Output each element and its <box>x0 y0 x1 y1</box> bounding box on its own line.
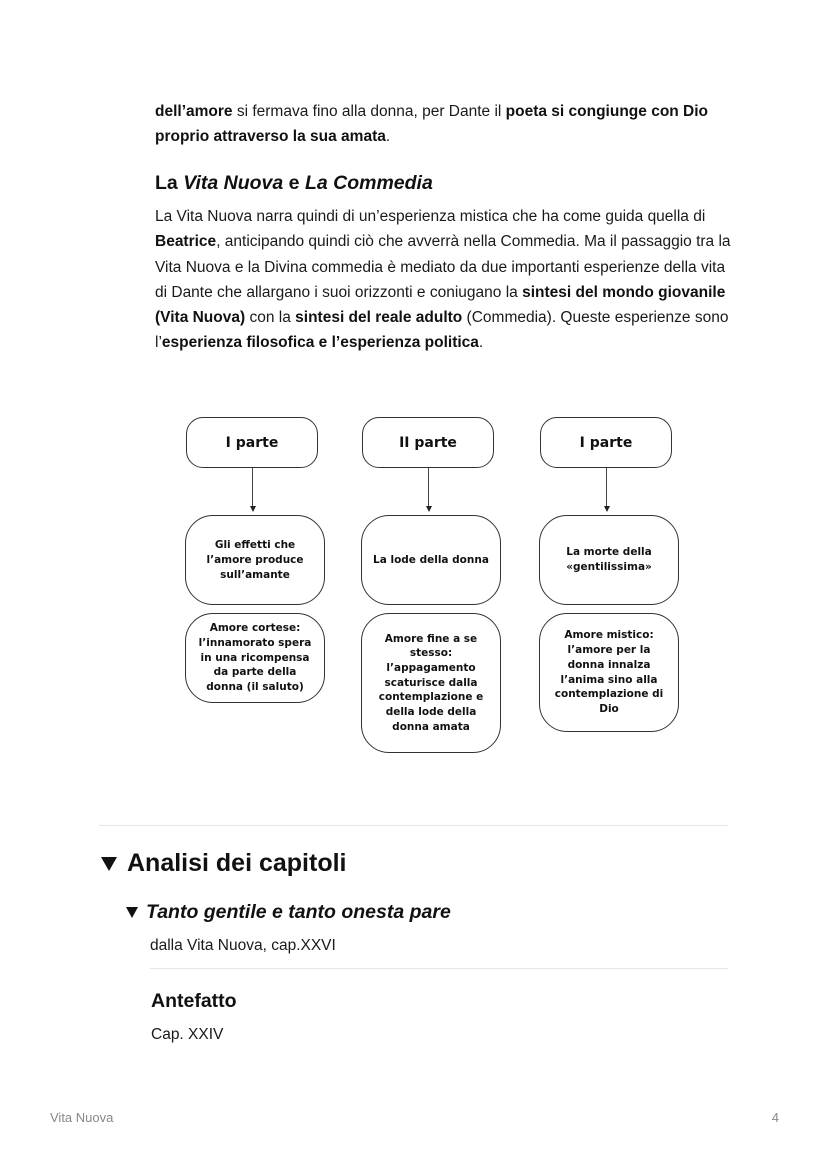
arrow-head-icon <box>604 506 610 512</box>
antefatto-text: Cap. XXIV <box>151 1026 224 1043</box>
text: (Commedia). Queste esperienze sono l’ <box>155 309 729 352</box>
heading-italic: Vita Nuova <box>183 172 284 194</box>
diagram-title-box <box>186 417 318 468</box>
body-paragraph <box>155 204 735 356</box>
diagram-theme-box <box>539 515 679 605</box>
text: si fermava fino alla donna, per Dante il <box>232 103 506 120</box>
diagram-theme-box <box>361 515 501 605</box>
diagram-title: II parte <box>399 434 457 451</box>
diagram-description-box <box>539 613 679 732</box>
section-divider <box>99 825 728 826</box>
section-heading <box>155 172 433 195</box>
text: La Vita Nuova narra quindi di un’esperienza mistica che ha come guida quella di <box>155 208 706 225</box>
bold-text: dell’amore <box>155 103 233 120</box>
triangle-down-icon[interactable] <box>126 907 138 918</box>
bold-text: sintesi del reale adulto <box>295 309 463 327</box>
poem-title: Tanto gentile e tanto onesta pare <box>146 901 451 923</box>
bold-text: esperienza filosofica e l’esperienza politica <box>161 334 479 352</box>
poem-source: dalla Vita Nuova, cap.XXVI <box>150 937 336 954</box>
diagram-description-box <box>185 613 325 703</box>
text: con la <box>245 309 296 327</box>
text: , anticipando quindi ciò che avverrà nella Commedia. Ma il passaggio tra la Vita Nuova e la Divina commedia è mediato da due importanti esperienze della vita di Dante che allargano i suoi orizzonti e coniugano la <box>155 233 731 301</box>
diagram-description: Amore mistico: l’amore per la donna innalza l’anima sino alla contemplazione di Dio <box>554 629 664 715</box>
bold-text: Beatrice <box>155 233 217 251</box>
antefatto-heading: Antefatto <box>151 990 237 1012</box>
bold-text: sintesi del mondo giovanile (Vita Nuova) <box>155 283 726 327</box>
text: . <box>478 334 484 352</box>
footer-page-number: 4 <box>771 1110 779 1125</box>
analisi-toggle-heading[interactable] <box>101 849 347 878</box>
arrow-head-icon <box>250 506 256 512</box>
diagram-theme: Gli effetti che l’amore produce sull’amante <box>206 538 304 581</box>
bold-text: poeta si congiunge con Dio proprio attraverso la sua amata <box>155 103 709 146</box>
diagram-theme: La lode della donna <box>373 553 489 566</box>
subsection-divider <box>150 968 728 969</box>
intro-paragraph <box>155 99 735 150</box>
diagram-theme-box <box>185 515 325 605</box>
diagram-title: I parte <box>579 434 633 451</box>
heading-text: e <box>283 172 305 194</box>
diagram-description: Amore fine a se stesso: l’appagamento scaturisce dalla contemplazione e della lode della donna amata <box>378 632 484 733</box>
poem-toggle-heading[interactable] <box>126 901 451 924</box>
diagram-description: Amore cortese: l’innamorato spera in una ricompensa da parte della donna (il saluto) <box>198 622 312 694</box>
arrow-head-icon <box>426 506 432 512</box>
arrow-line <box>606 468 607 508</box>
diagram-theme: La morte della «gentilissima» <box>566 546 652 573</box>
heading-text: Analisi dei capitoli <box>127 849 347 877</box>
diagram-title: I parte <box>225 434 279 451</box>
diagram-title-box <box>540 417 672 468</box>
arrow-line <box>252 468 253 508</box>
diagram-description-box <box>361 613 501 753</box>
triangle-down-icon[interactable] <box>101 857 117 871</box>
footer-title: Vita Nuova <box>50 1110 114 1125</box>
text: . <box>385 128 391 146</box>
heading-italic: La Commedia <box>304 172 433 194</box>
arrow-line <box>428 468 429 508</box>
heading-text: La <box>155 172 184 194</box>
diagram-title-box <box>362 417 494 468</box>
